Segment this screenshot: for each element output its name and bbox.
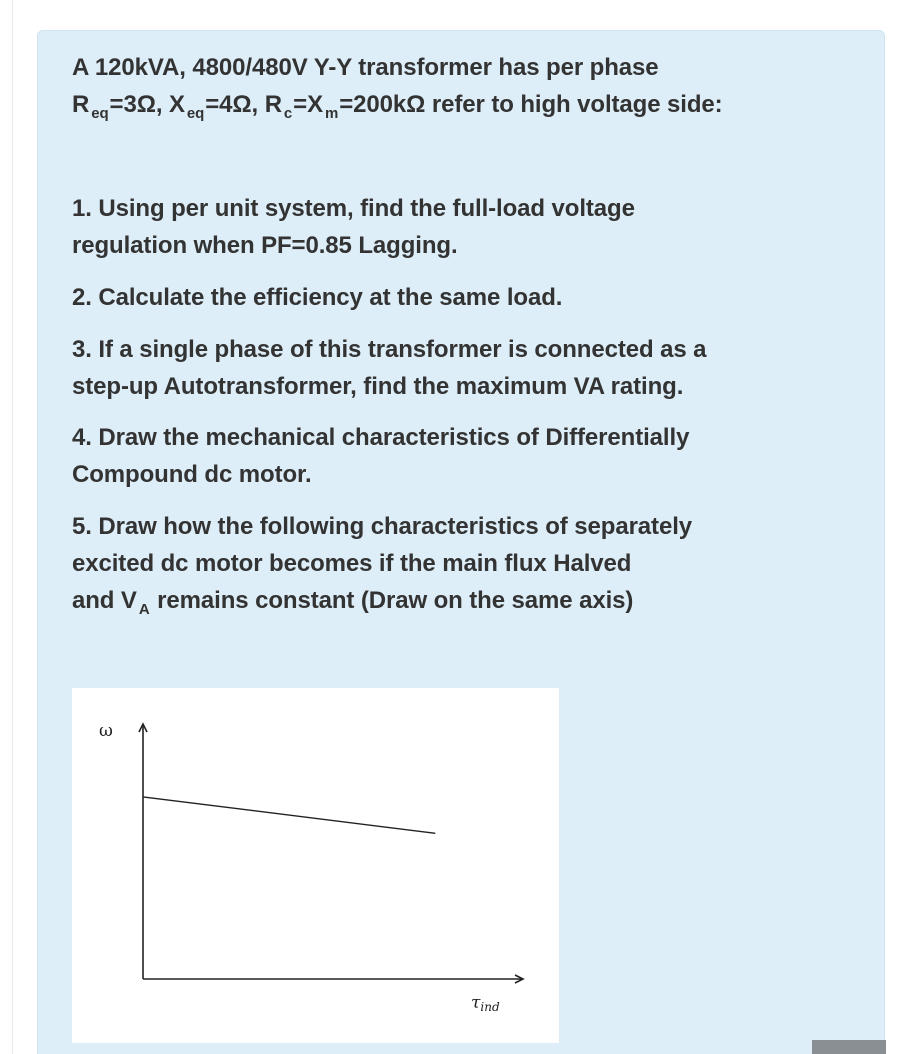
question-5-text: remains constant (Draw on the same axis) [150,587,634,614]
problem-statement [72,49,802,126]
problem-line-1: A 120kVA, 4800/480V Y-Y transformer has per phase [72,54,659,81]
question-4-line-2: Compound dc motor. [72,461,312,488]
x-axis-label: τind [471,993,500,1014]
param-sub: c [283,105,293,122]
param-sub: eq [91,105,109,122]
question-5 [72,508,802,622]
question-2-line-1: 2. Calculate the efficiency at the same load. [72,284,563,311]
param-rest: =4Ω, [205,91,265,118]
question-3-line-1: 3. If a single phase of this transformer is connected as a [72,336,707,363]
question-5-sub: A [138,601,150,618]
question-1-line-1: 1. Using per unit system, find the full-load voltage [72,195,635,222]
problem-line-2 [72,86,802,126]
param-sym: X [307,91,324,118]
param-sym: R [72,91,90,118]
question-4-line-1: 4. Draw the mechanical characteristics of Differentially [72,424,690,451]
param-sym: R [264,91,282,118]
page-left-rule [12,0,13,1054]
param-sym: X [169,91,185,118]
question-5-line-3 [72,582,802,622]
scroll-thumb[interactable] [812,1040,886,1054]
param-rest: =3Ω, [109,91,169,118]
question-1 [72,190,802,264]
param-sub: eq [186,105,205,122]
question-5-text: and V [72,587,137,614]
speed-torque-chart [72,688,559,1043]
question-3 [72,331,802,405]
speed-torque-figure [72,688,559,1043]
param-sub: m [325,105,339,122]
question-4 [72,419,802,493]
question-1-line-2: regulation when PF=0.85 Lagging. [72,232,458,259]
question-2 [72,279,802,316]
question-3-line-2: step-up Autotransformer, find the maximum VA rating. [72,373,684,400]
question-5-line-2: excited dc motor becomes if the main flux Halved [72,550,632,577]
param-rest: = [293,91,308,118]
question-5-line-1: 5. Draw how the following characteristics of separately [72,513,693,540]
y-axis-label: ω [99,721,113,741]
speed-torque-line [143,797,435,833]
param-rest: =200kΩ refer to high voltage side: [339,91,723,118]
